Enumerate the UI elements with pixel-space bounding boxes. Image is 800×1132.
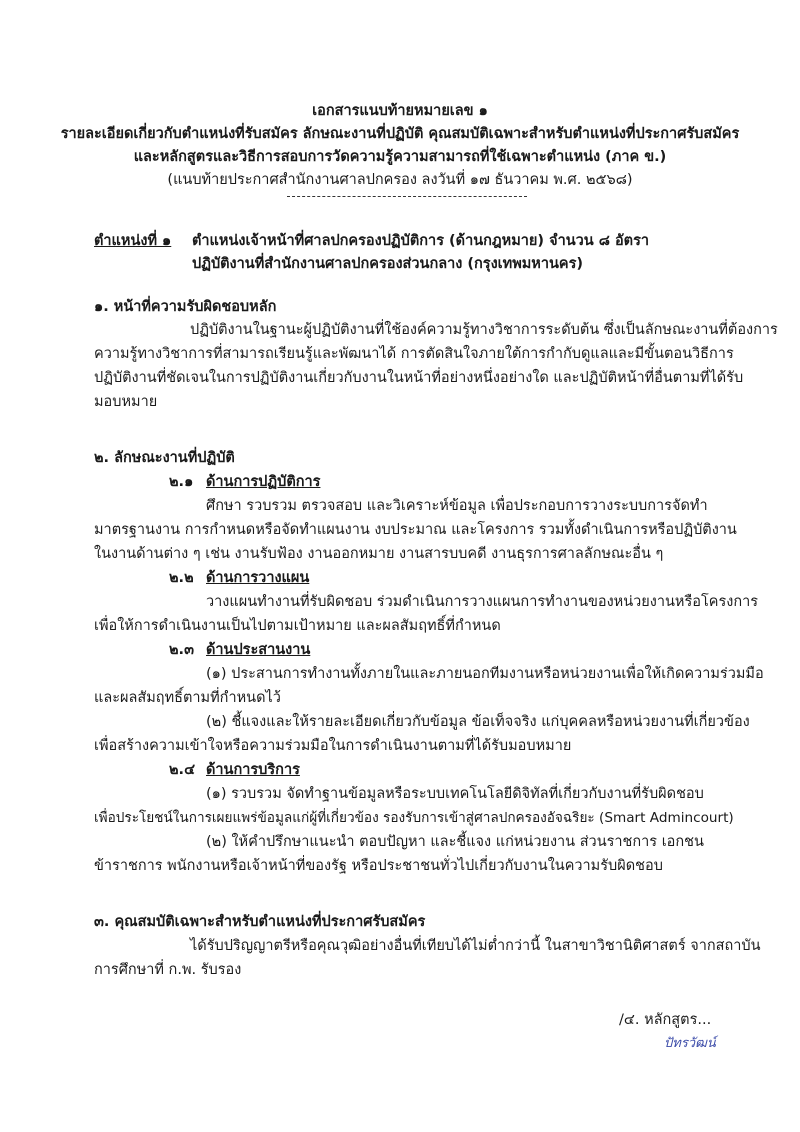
document-title: เอกสารแนบท้ายหมายเลข ๑ [312,103,488,119]
paragraph-line: วางแผนทำงานที่รับผิดชอบ ร่วมดำเนินการวางแผนการทำงานของหน่วยงานหรือโครงการ [206,594,759,610]
paragraph-line: การศึกษาที่ ก.พ. รับรอง [94,962,242,978]
subsection-title: ด้านประสานงาน [206,642,311,658]
paragraph-line: (๒) ให้คำปรึกษาแนะนำ ตอบปัญหา และชี้แจง แก่หน่วยงาน ส่วนราชการ เอกชน [206,834,704,850]
paragraph-line: เพื่อประโยชน์ในการเผยแพร่ข้อมูลแก่ผู้ที่เกี่ยวข้อง รองรับการเข้าสู่ศาลปกครองอัจฉริยะ (Smart Admincourt) [94,810,734,826]
position-label: ตำแหน่งที่ ๑ [94,233,172,249]
subsection-title: ด้านการปฏิบัติการ [206,474,321,490]
paragraph-line: และผลสัมฤทธิ์ตามที่กำหนดไว้ [94,690,281,706]
section-heading: ๒. ลักษณะงานที่ปฏิบัติ [94,450,235,466]
paragraph-line: (๒) ชี้แจงและให้รายละเอียดเกี่ยวกับข้อมูล ข้อเท็จจริง แก่บุคคลหรือหน่วยงานที่เกี่ยวข้อง [206,714,750,730]
section-heading: ๓. คุณสมบัติเฉพาะสำหรับตำแหน่งที่ประกาศรับสมัคร [94,914,426,930]
document-subtitle-1: รายละเอียดเกี่ยวกับตำแหน่งที่รับสมัคร ลักษณะงานที่ปฏิบัติ คุณสมบัติเฉพาะสำหรับตำแหน่งที่ประกาศรับสมัคร [60,126,740,142]
document-reference: (แนบท้ายประกาศสำนักงานศาลปกครอง ลงวันที่ ๑๗ ธันวาคม พ.ศ. ๒๕๖๘) [167,172,633,188]
separator-line [287,196,527,197]
position-location: ปฏิบัติงานที่สำนักงานศาลปกครองส่วนกลาง (กรุงเทพมหานคร) [192,256,584,272]
paragraph-line: ได้รับปริญญาตรีหรือคุณวุฒิอย่างอื่นที่เทียบได้ไม่ต่ำกว่านี้ ในสาขาวิชานิติศาสตร์ จากสถาบัน [190,938,761,954]
subsection-number: ๒.๔ [169,762,196,778]
position-title: ตำแหน่งเจ้าหน้าที่ศาลปกครองปฏิบัติการ (ด้านกฎหมาย) จำนวน ๘ อัตรา [192,233,650,249]
section-heading: ๑. หน้าที่ความรับผิดชอบหลัก [94,299,277,315]
subsection-number: ๒.๒ [169,570,194,586]
subsection-title: ด้านการวางแผน [206,570,310,586]
subsection-number: ๒.๓ [169,642,194,658]
paragraph-line: ข้าราชการ พนักงานหรือเจ้าหน้าที่ของรัฐ หรือประชาชนทั่วไปเกี่ยวกับงานในความรับผิดชอบ [94,858,663,874]
signature-initials: ปัทรวัฒน์ [664,1036,716,1051]
paragraph-line: เพื่อสร้างความเข้าใจหรือความร่วมมือในการดำเนินงานตามที่ได้รับมอบหมาย [94,738,572,754]
subsection-title: ด้านการบริการ [206,762,300,778]
paragraph-line: มอบหมาย [94,394,158,410]
paragraph-line: (๑) รวบรวม จัดทำฐานข้อมูลหรือระบบเทคโนโลยีดิจิทัลที่เกี่ยวกับงานที่รับผิดชอบ [206,786,704,802]
paragraph-line: ในงานด้านต่าง ๆ เช่น งานรับฟ้อง งานออกหมาย งานสารบบคดี งานธุรการศาลลักษณะอื่น ๆ [94,546,664,562]
document-subtitle-2: และหลักสูตรและวิธีการสอบการวัดความรู้ความสามารถที่ใช้เฉพาะตำแหน่ง (ภาค ข.) [133,149,667,165]
paragraph-line: ปฏิบัติงานที่ชัดเจนในการปฏิบัติงานเกี่ยวกับงานในหน้าที่อย่างหนึ่งอย่างใด และปฏิบัติหน้าที่อื่นตามที่ได้รับ [94,370,744,386]
paragraph-line: เพื่อให้การดำเนินงานเป็นไปตามเป้าหมาย และผลสัมฤทธิ์ที่กำหนด [94,618,501,634]
paragraph-line: มาตรฐานงาน การกำหนดหรือจัดทำแผนงาน งบประมาณ และโครงการ รวมทั้งดำเนินการหรือปฏิบัติงาน [94,522,737,538]
subsection-number: ๒.๑ [169,474,194,490]
continuation-note: /๔. หลักสูตร... [619,1012,712,1028]
paragraph-line: ศึกษา รวบรวม ตรวจสอบ และวิเคราะห์ข้อมูล เพื่อประกอบการวางระบบการจัดทำ [206,498,708,514]
paragraph-line: ปฏิบัติงานในฐานะผู้ปฏิบัติงานที่ใช้องค์ความรู้ทางวิชาการระดับต้น ซึ่งเป็นลักษณะงานที่ต้องการ [190,322,778,338]
paragraph-line: (๑) ประสานการทำงานทั้งภายในและภายนอกทีมงานหรือหน่วยงานเพื่อให้เกิดความร่วมมือ [206,666,764,682]
paragraph-line: ความรู้ทางวิชาการที่สามารถเรียนรู้และพัฒนาได้ การตัดสินใจภายใต้การกำกับดูแลและมีขั้นตอนวิธีการ [94,346,734,362]
